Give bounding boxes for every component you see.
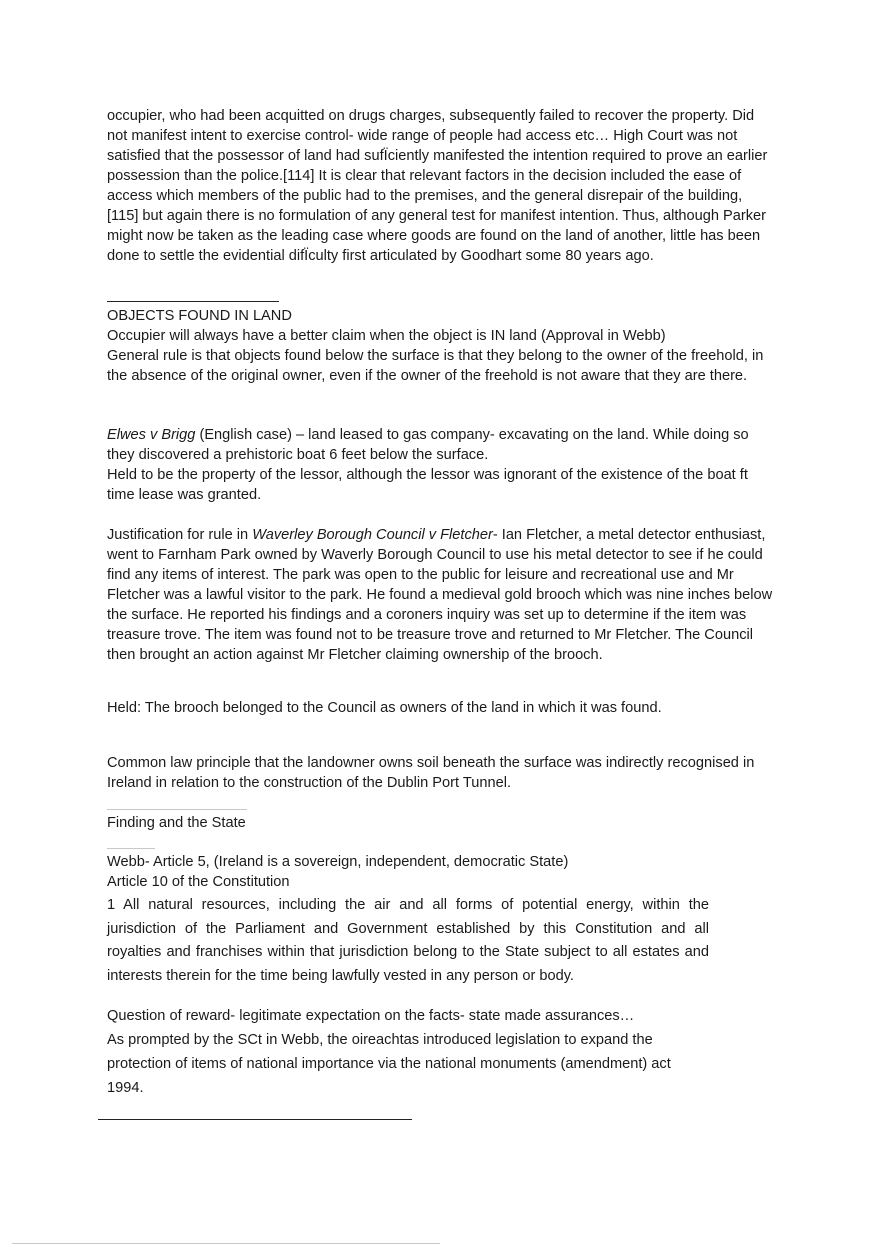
short-rule [107,848,155,849]
elwes-section [107,425,773,505]
intro-paragraph: occupier, who had been acquitted on drugs charges, subsequently failed to recover the property. Did not manifest intent to exercise control- wide range of people had access etc… High Court was not satisfied that the possessor of land had sufÏciently manifested the intention required to prove an earlier possession than the police.[114] It is clear that relevant factors in the decision included the ease of access which members of the public had to the premises, and the general disrepair of the building,[115] but again there is no formulation of any general test for manifest intention. Thus, although Parker might now be taken as the leading case where goods are found on the land of another, little has been done to settle the evidential difÏculty first articulated by Goodhart some 80 years ago. [107,108,768,264]
waverley-paragraph [107,525,773,665]
occupier-claim-line: Occupier will always have a better claim when the object is IN land (Approval in Webb) [107,328,666,344]
section-heading-state: Finding and the State [107,815,246,831]
reward-line: Question of reward- legitimate expectation on the facts- state made assurances… [107,1008,635,1024]
state-section [107,852,773,892]
section-heading-objects: OBJECTS FOUND IN LAND [107,308,292,324]
waverley-prefix: Justification for rule in [107,527,253,543]
case-name-waverley: Waverley Borough Council v Fletcher [252,527,493,543]
elwes-paragraph [107,425,773,465]
objects-section [107,306,773,386]
bottom-rule [12,1243,440,1244]
section-rule [107,301,279,302]
end-rule [98,1119,412,1120]
case-name-elwes: Elwes v Brigg [107,427,196,443]
footnote-rule [107,809,247,810]
webb-article5-line: Webb- Article 5, (Ireland is a sovereign, independent, democratic State) [107,854,569,870]
general-rule-paragraph: General rule is that objects found below the surface is that they belong to the owner of the freehold, in the absence of the original owner, even if the owner of the freehold is not aware that they are there. [107,348,764,384]
article10-text: 1 All natural resources, including the air and all forms of potential energy, within the jurisdiction of the Parliament and Government established by this Constitution and all royalties and franchises within that jurisdiction belong to the State subject to all estates and interests therein for the time being lawfully vested in any person or body. [107,897,709,984]
reward-section [107,1004,709,1100]
legislation-paragraph: As prompted by the SCt in Webb, the oireachtas introduced legislation to expand the protection of items of national importance via the national monuments (amendment) act 1994. [107,1032,671,1096]
elwes-held-paragraph: Held to be the property of the lessor, although the lessor was ignorant of the existence of the boat ft time lease was granted. [107,467,748,503]
article10-line: Article 10 of the Constitution [107,874,290,890]
waverley-held-paragraph: Held: The brooch belonged to the Council as owners of the land in which it was found. [107,700,662,716]
elwes-text: (English case) – land leased to gas company- excavating on the land. While doing so they discovered a prehistoric boat 6 feet below the surface. [107,427,749,463]
waverley-text: - Ian Fletcher, a metal detector enthusiast, went to Farnham Park owned by Waverly Borough Council to use his metal detector to see if he could find any items of interest. The park was open to the public for leisure and recreational use and Mr Fletcher was a lawful visitor to the park. He found a medieval gold brooch which was nine inches below the surface. He reported his findings and a coroners inquiry was set up to determine if the item was treasure trove. The item was found not to be treasure trove and returned to Mr Fletcher. The Council then brought an action against Mr Fletcher claiming ownership of the brooch. [107,527,773,663]
waverley-section [107,525,773,665]
common-law-paragraph: Common law principle that the landowner owns soil beneath the surface was indirectly recognised in Ireland in relation to the construction of the Dublin Port Tunnel. [107,755,755,791]
